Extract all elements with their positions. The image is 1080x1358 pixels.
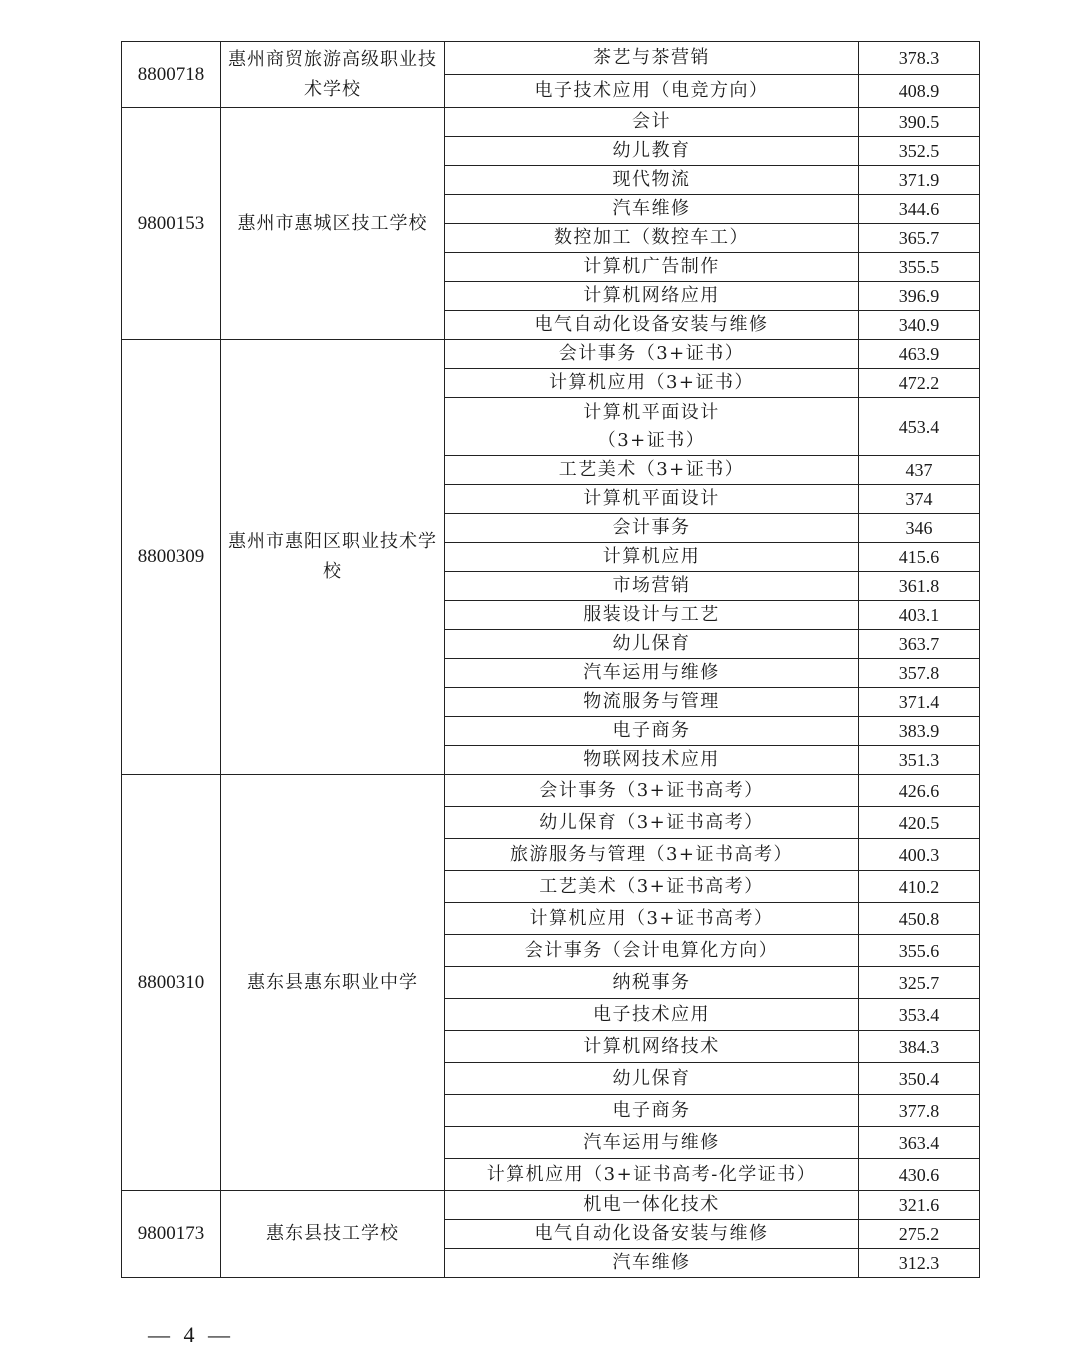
major-name: 旅游服务与管理（3+证书高考） <box>445 839 859 871</box>
major-name: 汽车运用与维修 <box>445 659 859 688</box>
score-value: 312.3 <box>859 1249 980 1278</box>
score-value: 463.9 <box>859 340 980 369</box>
major-name: 物流服务与管理 <box>445 688 859 717</box>
score-value: 355.5 <box>859 253 980 282</box>
score-value: 426.6 <box>859 775 980 807</box>
score-value: 400.3 <box>859 839 980 871</box>
score-value: 365.7 <box>859 224 980 253</box>
score-value: 361.8 <box>859 572 980 601</box>
table-row <box>122 340 980 369</box>
score-value: 371.9 <box>859 166 980 195</box>
major-name: 会计事务 <box>445 514 859 543</box>
score-value: 340.9 <box>859 311 980 340</box>
major-name: 现代物流 <box>445 166 859 195</box>
score-value: 410.2 <box>859 871 980 903</box>
major-name: 汽车运用与维修 <box>445 1127 859 1159</box>
major-name: 计算机网络技术 <box>445 1031 859 1063</box>
score-value: 383.9 <box>859 717 980 746</box>
major-name: 计算机应用（3+证书） <box>445 369 859 398</box>
school-name: 惠东县惠东职业中学 <box>221 775 445 1191</box>
score-value: 374 <box>859 485 980 514</box>
admission-score-table <box>121 41 980 1278</box>
major-name: 会计事务（会计电算化方向） <box>445 935 859 967</box>
major-name: 电气自动化设备安装与维修 <box>445 311 859 340</box>
major-name: 会计事务（3+证书高考） <box>445 775 859 807</box>
score-value: 371.4 <box>859 688 980 717</box>
table-row <box>122 1191 980 1220</box>
table-row <box>122 108 980 137</box>
page-number: — 4 — <box>148 1322 234 1347</box>
score-value: 321.6 <box>859 1191 980 1220</box>
major-name: 电子技术应用（电竞方向） <box>445 75 859 108</box>
table-row <box>122 42 980 75</box>
score-value: 363.4 <box>859 1127 980 1159</box>
score-value: 325.7 <box>859 967 980 999</box>
major-name: 茶艺与茶营销 <box>445 42 859 75</box>
score-value: 363.7 <box>859 630 980 659</box>
score-value: 390.5 <box>859 108 980 137</box>
major-name: 幼儿教育 <box>445 137 859 166</box>
score-value: 378.3 <box>859 42 980 75</box>
major-name: 会计事务（3+证书） <box>445 340 859 369</box>
score-value: 420.5 <box>859 807 980 839</box>
score-value: 275.2 <box>859 1220 980 1249</box>
score-value: 472.2 <box>859 369 980 398</box>
major-name: 汽车维修 <box>445 195 859 224</box>
score-value: 415.6 <box>859 543 980 572</box>
major-name: 市场营销 <box>445 572 859 601</box>
major-name: 计算机平面设计 <box>445 485 859 514</box>
major-name: 幼儿保育 <box>445 1063 859 1095</box>
score-value: 351.3 <box>859 746 980 775</box>
table-body <box>122 42 980 1278</box>
school-code: 9800173 <box>122 1191 221 1278</box>
major-name: 电子商务 <box>445 1095 859 1127</box>
school-code: 8800718 <box>122 42 221 108</box>
major-name: 物联网技术应用 <box>445 746 859 775</box>
major-name: 计算机应用 <box>445 543 859 572</box>
major-name: 汽车维修 <box>445 1249 859 1278</box>
table-row <box>122 775 980 807</box>
major-name: 工艺美术（3+证书高考） <box>445 871 859 903</box>
major-name: 机电一体化技术 <box>445 1191 859 1220</box>
school-code: 8800309 <box>122 340 221 775</box>
major-name: 服装设计与工艺 <box>445 601 859 630</box>
school-code: 8800310 <box>122 775 221 1191</box>
major-name: 计算机平面设计（3+证书） <box>445 398 859 456</box>
major-name: 幼儿保育 <box>445 630 859 659</box>
score-value: 430.6 <box>859 1159 980 1191</box>
major-name: 电子商务 <box>445 717 859 746</box>
score-value: 453.4 <box>859 398 980 456</box>
score-value: 357.8 <box>859 659 980 688</box>
score-value: 350.4 <box>859 1063 980 1095</box>
major-name: 会计 <box>445 108 859 137</box>
school-name: 惠东县技工学校 <box>221 1191 445 1278</box>
major-name: 幼儿保育（3+证书高考） <box>445 807 859 839</box>
school-code: 9800153 <box>122 108 221 340</box>
major-name: 计算机网络应用 <box>445 282 859 311</box>
score-value: 355.6 <box>859 935 980 967</box>
score-value: 352.5 <box>859 137 980 166</box>
score-value: 344.6 <box>859 195 980 224</box>
score-value: 437 <box>859 456 980 485</box>
major-name: 数控加工（数控车工） <box>445 224 859 253</box>
school-name: 惠州市惠城区技工学校 <box>221 108 445 340</box>
score-value: 408.9 <box>859 75 980 108</box>
school-name: 惠州商贸旅游高级职业技术学校 <box>221 42 445 108</box>
major-name: 计算机应用（3+证书高考） <box>445 903 859 935</box>
major-name: 纳税事务 <box>445 967 859 999</box>
score-value: 450.8 <box>859 903 980 935</box>
major-name: 电气自动化设备安装与维修 <box>445 1220 859 1249</box>
major-name: 计算机应用（3+证书高考-化学证书） <box>445 1159 859 1191</box>
score-value: 396.9 <box>859 282 980 311</box>
score-value: 384.3 <box>859 1031 980 1063</box>
major-name: 工艺美术（3+证书） <box>445 456 859 485</box>
school-name: 惠州市惠阳区职业技术学校 <box>221 340 445 775</box>
major-name: 电子技术应用 <box>445 999 859 1031</box>
score-value: 377.8 <box>859 1095 980 1127</box>
score-value: 353.4 <box>859 999 980 1031</box>
major-name: 计算机广告制作 <box>445 253 859 282</box>
score-value: 403.1 <box>859 601 980 630</box>
score-value: 346 <box>859 514 980 543</box>
